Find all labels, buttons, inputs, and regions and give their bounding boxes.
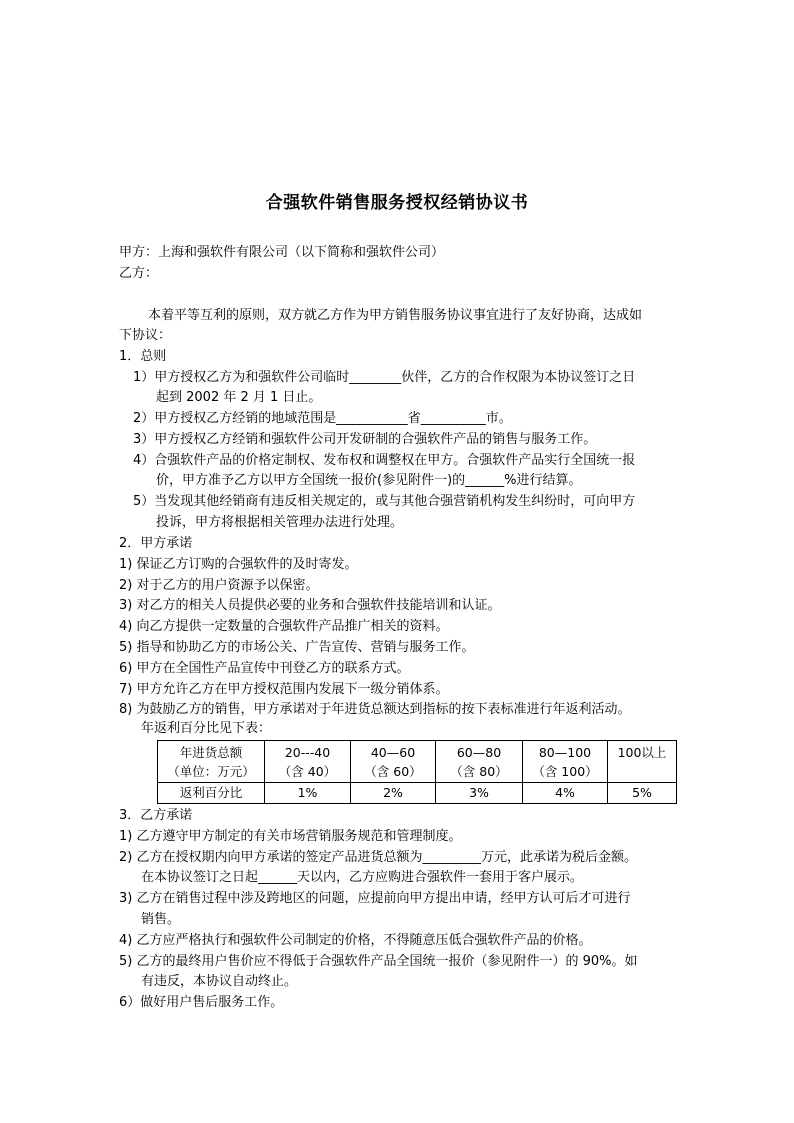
section-heading: 3．乙方承诺 <box>119 808 193 823</box>
clause-cont: 有违反，本协议自动终止。 <box>141 974 298 989</box>
table-caption: 年返利百分比见下表： <box>141 721 272 736</box>
party-b: 乙方： <box>119 266 159 281</box>
clause-cont: 价，甲方准予乙方以甲方全国统一报价(参见附件一)的______%进行结算。 <box>156 473 582 488</box>
clause-cont: 起到 2002 年 2 月 1 日止。 <box>156 390 322 405</box>
range-note: （含 80） <box>450 763 508 779</box>
range-note: （含 40） <box>278 763 337 779</box>
range-value: 100以上 <box>617 745 667 760</box>
clause: 2) 对于乙方的用户资源予以保密。 <box>119 578 319 593</box>
row-label: 返利百分比 <box>158 783 265 804</box>
range-value: 80—100 <box>538 744 592 760</box>
document-title: 合强软件销售服务授权经销协议书 <box>265 193 529 213</box>
range-cell <box>523 741 608 783</box>
party-a: 甲方：上海和强软件有限公司（以下简称和强软件公司） <box>119 245 445 260</box>
percent-cell: 5% <box>608 783 677 804</box>
range-cell <box>351 741 436 783</box>
clause: 2) 乙方在授权期内向甲方承诺的签定产品进货总额为_________万元，此承诺为税后金额。 <box>119 850 637 865</box>
range-note: （含 100） <box>532 763 598 779</box>
section-heading: 2．甲方承诺 <box>119 536 193 551</box>
percent-cell: 1% <box>265 783 351 804</box>
header-label: 年进货总额 <box>179 744 243 760</box>
clause: 1）甲方授权乙方为和强软件公司临时________伙伴，乙方的合作权限为本协议签订之日 <box>133 370 636 385</box>
rebate-table <box>157 740 677 804</box>
clause: 2）甲方授权乙方经销的地域范围是___________省__________市。 <box>133 411 512 426</box>
intro-paragraph-cont: 下协议： <box>119 328 172 343</box>
table-header-cell <box>158 741 265 783</box>
clause: 4) 乙方应严格执行和强软件公司制定的价格，不得随意压低合强软件产品的价格。 <box>119 933 592 948</box>
clause-cont: 投诉，甲方将根据相关管理办法进行处理。 <box>156 515 404 530</box>
range-cell <box>608 741 677 783</box>
section-heading: 1．总则 <box>119 349 167 364</box>
clause: 3) 对乙方的相关人员提供必要的业务和合强软件技能培训和认证。 <box>119 598 501 613</box>
clause: 3) 乙方在销售过程中涉及跨地区的问题，应提前向甲方提出申请，经甲方认可后才可进行 <box>119 891 631 906</box>
clause: 7) 甲方允许乙方在甲方授权范围内发展下一级分销体系。 <box>119 682 449 697</box>
clause: 5) 指导和协助乙方的市场公关、广告宣传、营销与服务工作。 <box>119 640 475 655</box>
intro-paragraph: 本着平等互利的原则，双方就乙方作为甲方销售服务协议事宜进行了友好协商，达成如 <box>148 308 643 323</box>
clause: 1) 保证乙方订购的合强软件的及时寄发。 <box>119 557 358 572</box>
range-value: 40—60 <box>370 744 416 760</box>
range-cell <box>265 741 351 783</box>
percent-cell: 3% <box>436 783 523 804</box>
range-cell <box>436 741 523 783</box>
clause: 6）做好用户售后服务工作。 <box>119 995 284 1010</box>
clause: 1) 乙方遵守甲方制定的有关市场营销服务规范和管理制度。 <box>119 829 462 844</box>
percent-cell: 2% <box>351 783 436 804</box>
clause: 8) 为鼓励乙方的销售，甲方承诺对于年进货总额达到指标的按下表标准进行年返利活动。 <box>119 702 631 717</box>
clause-cont: 在本协议签订之日起______天以内，乙方应购进合强软件一套用于客户展示。 <box>141 870 584 885</box>
range-value: 20---40 <box>284 744 331 760</box>
range-note: （含 60） <box>364 763 422 779</box>
header-unit: （单位：万元） <box>167 763 255 779</box>
clause: 3）甲方授权乙方经销和强软件公司开发研制的合强软件产品的销售与服务工作。 <box>133 432 597 447</box>
range-value: 60—80 <box>456 744 502 760</box>
percent-cell: 4% <box>523 783 608 804</box>
clause: 4）合强软件产品的价格定制权、发布权和调整权在甲方。合强软件产品实行全国统一报 <box>133 453 636 468</box>
clause: 4) 向乙方提供一定数量的合强软件产品推广相关的资料。 <box>119 619 449 634</box>
clause: 5) 乙方的最终用户售价应不得低于合强软件产品全国统一报价（参见附件一）的 90%。如 <box>119 954 638 969</box>
clause: 6) 甲方在全国性产品宣传中刊登乙方的联系方式。 <box>119 661 410 676</box>
clause-cont: 销售。 <box>141 912 181 927</box>
clause: 5）当发现其他经销商有违反相关规定的，或与其他合强营销机构发生纠纷时，可向甲方 <box>133 494 636 509</box>
